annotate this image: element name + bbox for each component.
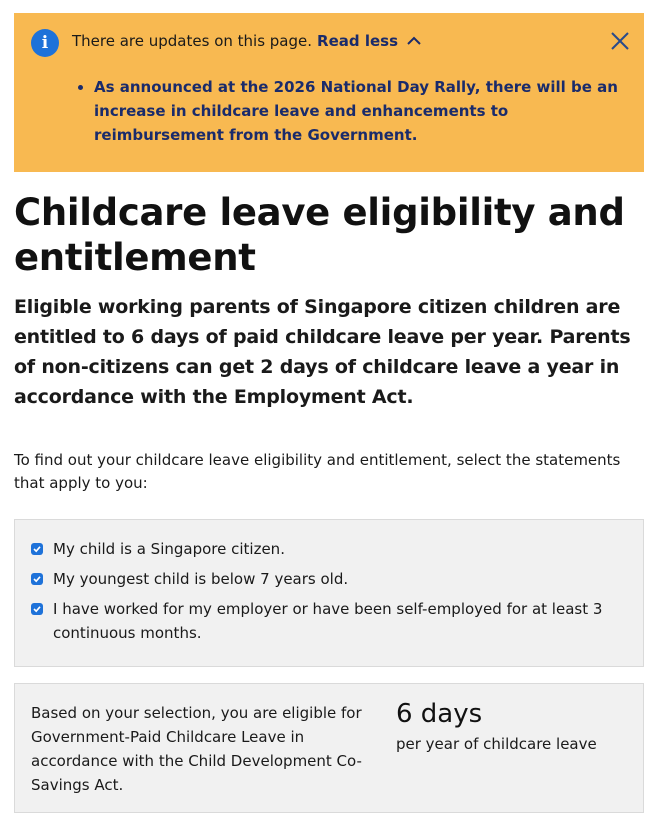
option-age[interactable]: [31, 567, 611, 591]
option-label: My child is a Singapore citizen.: [53, 540, 285, 558]
read-less-link[interactable]: Read less: [317, 32, 398, 50]
chevron-up-icon[interactable]: [406, 36, 422, 46]
checkbox-checked-icon[interactable]: [31, 543, 43, 555]
banner-heading-row: [72, 32, 422, 50]
option-citizen[interactable]: [31, 537, 611, 561]
eligibility-options-panel: [14, 519, 644, 667]
close-icon[interactable]: [609, 30, 631, 52]
banner-update-list: [76, 75, 621, 147]
banner-update-item: As announced at the 2026 National Day Rally, there will be an increase in childcare leave and enhancements to reimbursement from the Government.: [76, 75, 621, 147]
result-panel: [14, 683, 644, 813]
leave-days-value: 6 days: [396, 699, 483, 729]
checkbox-checked-icon[interactable]: [31, 573, 43, 585]
option-employment[interactable]: [31, 597, 611, 645]
update-banner: [14, 13, 644, 172]
lead-paragraph: Eligible working parents of Singapore citizen children are entitled to 6 days of paid childcare leave per year. Parents of non-citizens can get 2 days of childcare leave a year in accordance with the Employment Act.: [14, 296, 631, 408]
info-icon: i: [31, 29, 59, 57]
page-title: Childcare leave eligibility and entitlement: [14, 191, 625, 279]
option-label: My youngest child is below 7 years old.: [53, 570, 349, 588]
leave-days-unit: per year of childcare leave: [396, 735, 597, 753]
intro-text: To find out your childcare leave eligibility and entitlement, select the statements that apply to you:: [14, 451, 621, 492]
banner-heading: There are updates on this page.: [72, 32, 313, 50]
option-label: I have worked for my employer or have been self-employed for at least 3 continuous months.: [53, 600, 603, 642]
checkbox-checked-icon[interactable]: [31, 603, 43, 615]
result-description: Based on your selection, you are eligible for Government-Paid Childcare Leave in accordance with the Child Development Co-Savings Act.: [31, 704, 362, 794]
